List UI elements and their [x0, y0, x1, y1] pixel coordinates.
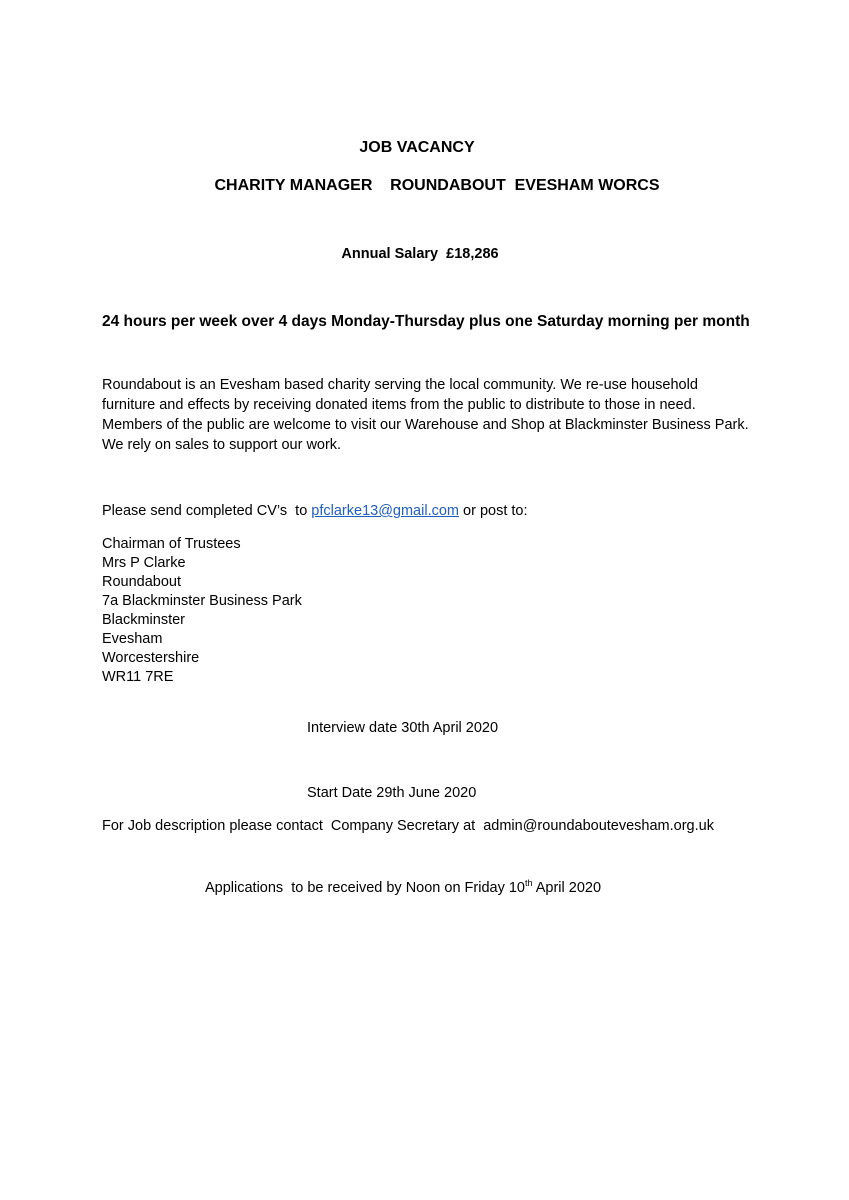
address-line: Blackminster [102, 612, 185, 628]
deadline-ordinal: th [525, 878, 533, 889]
address-line: WR11 7RE [102, 669, 174, 685]
description-line: We rely on sales to support our work. [102, 437, 342, 453]
start-date: Start Date 29th June 2020 [307, 785, 477, 801]
address-line: 7a Blackminster Business Park [102, 593, 302, 609]
document-title: JOB VACANCY [359, 139, 475, 156]
salary-line: Annual Salary £18,286 [341, 246, 499, 262]
email-link[interactable]: pfclarke13@gmail.com [311, 503, 459, 519]
apply-instructions [102, 502, 528, 521]
deadline-month: April 2020 [532, 880, 602, 896]
deadline-text: Applications to be received by Noon on Friday 10 [205, 880, 525, 896]
address-line: Mrs P Clarke [102, 555, 186, 571]
hours-line: 24 hours per week over 4 days Monday-Thursday plus one Saturday morning per month [102, 313, 750, 330]
position-title: CHARITY MANAGER ROUNDABOUT EVESHAM WORCS [214, 177, 660, 194]
interview-date: Interview date 30th April 2020 [307, 720, 499, 736]
apply-prefix: Please send completed CV’s to [102, 503, 312, 519]
application-deadline [205, 879, 601, 898]
address-line: Roundabout [102, 574, 182, 590]
address-line: Chairman of Trustees [102, 536, 241, 552]
description-line: Members of the public are welcome to visit our Warehouse and Shop at Blackminster Business Park. [102, 417, 749, 433]
description-line: furniture and effects by receiving donated items from the public to distribute to those in need. [102, 397, 696, 413]
job-description-contact: For Job description please contact Company Secretary at admin@roundaboutevesham.org.uk [102, 818, 714, 834]
address-line: Worcestershire [102, 650, 200, 666]
description-line: Roundabout is an Evesham based charity serving the local community. We re-use household [102, 377, 698, 393]
apply-suffix: or post to: [459, 503, 528, 519]
address-line: Evesham [102, 631, 163, 647]
